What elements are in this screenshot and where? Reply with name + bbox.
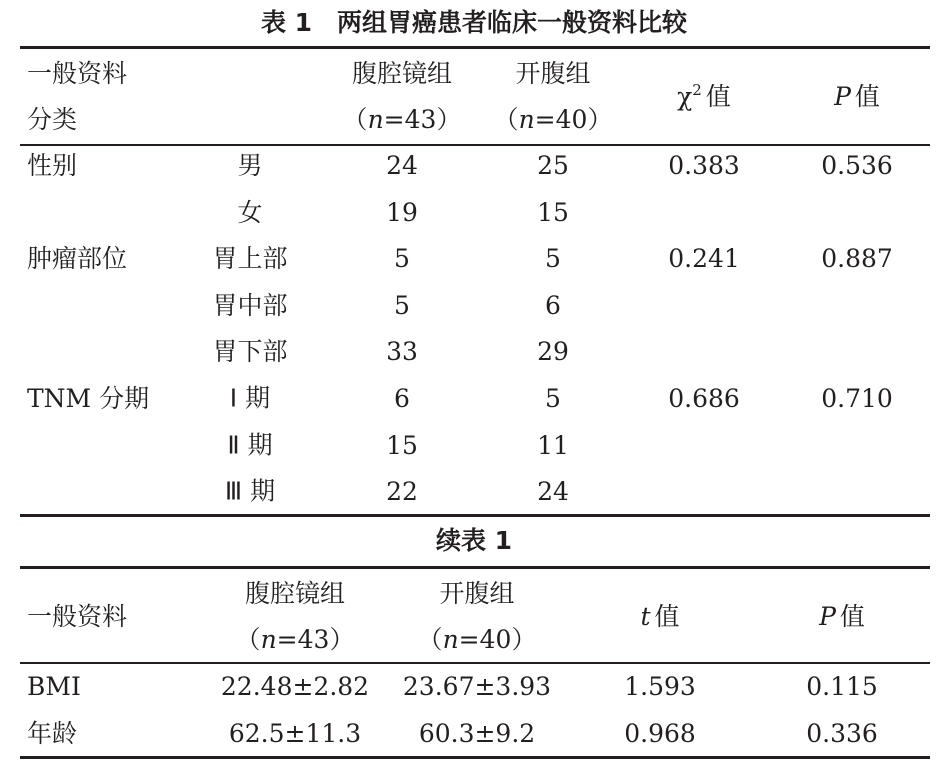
row-lap-value: 5 [394, 290, 410, 320]
row-lap-value: 15 [386, 430, 418, 460]
row-category: TNM 分期 [27, 384, 150, 413]
t1-header-lap-label: 腹腔镜组 [351, 59, 453, 88]
t1-header-category-line2: 分类 [27, 105, 78, 134]
row-lap-value: 5 [394, 244, 410, 274]
t1-header-open-n-text: （n=40） [493, 105, 613, 134]
row-lap-value: 6 [394, 384, 410, 413]
t2-header-open-n [418, 625, 537, 655]
table1-bottom-rule [20, 514, 930, 517]
p-suffix: 值 [839, 602, 865, 631]
row-open-value: 5 [545, 244, 561, 274]
row-lap-value: 22.48±2.82 [220, 672, 370, 701]
row-chi2-value: 0.383 [668, 151, 740, 180]
row-open-value: 60.3±9.2 [418, 719, 536, 748]
t2-header-p [819, 602, 865, 632]
t1-header-p [834, 82, 880, 112]
t2-header-lap-label: 腹腔镜组 [244, 579, 346, 608]
row-p-value: 0.336 [806, 719, 878, 748]
t1-header-category-line1: 一般资料 [27, 59, 128, 88]
stage-label: 期 [245, 383, 271, 413]
table2-top-rule [20, 566, 930, 569]
row-open-value: 6 [545, 290, 561, 320]
roman-numeral: Ⅲ [224, 478, 243, 506]
row-t-value: 0.968 [624, 719, 696, 748]
row-open-value: 5 [545, 384, 561, 413]
row-lap-value: 22 [386, 477, 418, 507]
p-suffix: 值 [854, 82, 880, 111]
t2-header-lap-n [236, 625, 355, 655]
row-subcategory: 胃下部 [212, 337, 288, 367]
table2-bottom-rule [20, 756, 930, 759]
row-subcategory: 女 [237, 197, 263, 227]
t-suffix: 值 [654, 602, 680, 631]
t-letter: t [640, 602, 651, 631]
row-open-value: 15 [537, 197, 569, 227]
row-lap-value: 19 [386, 197, 418, 227]
row-chi2-value: 0.686 [668, 384, 740, 413]
t1-header-lap-n-text: （n=43） [342, 105, 462, 134]
row-category: 肿瘤部位 [27, 244, 128, 274]
row-subcategory [225, 477, 275, 508]
row-open-value: 25 [537, 151, 569, 180]
row-subcategory: 男 [237, 151, 263, 180]
row-chi2-value: 0.241 [668, 244, 740, 274]
table1-title: 表 1 两组胃癌患者临床一般资料比较 [260, 8, 688, 37]
row-open-value: 24 [537, 477, 569, 507]
roman-numeral: Ⅰ [229, 385, 238, 413]
row-category: 性别 [27, 151, 78, 180]
t2-header-lap-n-text: （n=43） [235, 625, 355, 654]
row-category: 年龄 [27, 719, 78, 748]
t2-header-category: 一般资料 [27, 602, 128, 631]
t2-header-open-n-text: （n=40） [417, 625, 537, 654]
t2-header-t [640, 602, 679, 632]
row-subcategory [227, 430, 272, 461]
roman-numeral: Ⅱ [227, 432, 240, 460]
p-letter: P [819, 602, 836, 631]
row-p-value: 0.887 [821, 244, 893, 274]
t2-header-open-label: 开腹组 [439, 579, 515, 608]
row-subcategory: 胃上部 [212, 244, 288, 274]
stage-label: 期 [247, 430, 273, 460]
t1-header-chi2 [677, 82, 731, 112]
t1-header-lap-n [343, 105, 462, 135]
p-letter: P [834, 82, 851, 111]
row-subcategory: 胃中部 [212, 290, 288, 320]
row-p-value: 0.115 [806, 672, 878, 701]
row-open-value: 23.67±3.93 [402, 672, 552, 701]
row-lap-value: 33 [386, 337, 418, 367]
row-p-value: 0.710 [821, 384, 893, 413]
row-p-value: 0.536 [821, 151, 893, 180]
chi-superscript: 2 [692, 81, 702, 99]
table1-top-rule [20, 46, 930, 49]
row-t-value: 1.593 [624, 672, 696, 701]
chi-suffix: 值 [705, 82, 731, 111]
row-open-value: 29 [537, 337, 569, 367]
row-category: BMI [27, 672, 81, 701]
row-lap-value: 24 [386, 151, 418, 180]
table2-title: 续表 1 [435, 526, 513, 555]
table1-header-rule [20, 144, 930, 146]
row-lap-value: 62.5±11.3 [228, 719, 362, 748]
t1-header-open-label: 开腹组 [515, 59, 591, 88]
table2-header-rule [20, 662, 930, 664]
chi-symbol: χ [677, 82, 693, 111]
row-subcategory [230, 384, 270, 415]
t1-header-open-n [494, 105, 613, 135]
stage-label: 期 [250, 476, 276, 506]
row-open-value: 11 [537, 430, 569, 460]
